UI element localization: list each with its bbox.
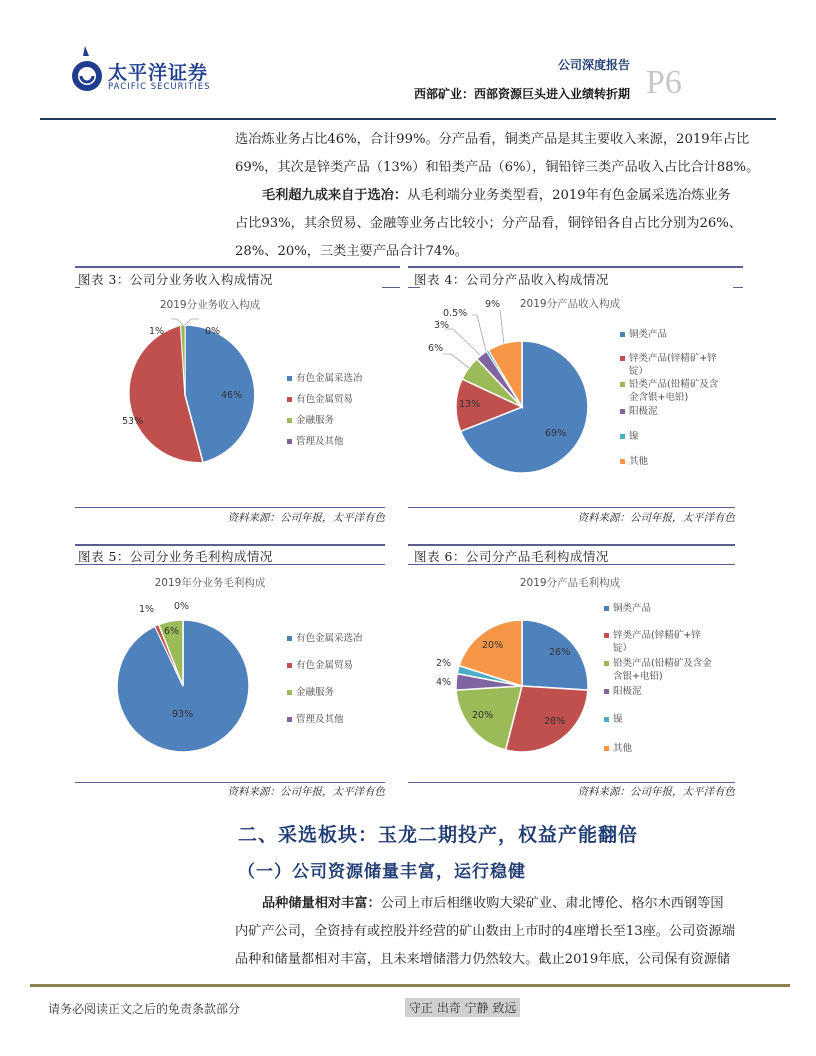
legend-item — [620, 378, 718, 404]
text-line: 28%、20%，三类主要产品合计74%。 — [235, 244, 468, 259]
chart-4-legend — [620, 328, 745, 473]
legend-item — [604, 657, 712, 683]
legend-label: 锭） — [629, 366, 649, 377]
chart-5-pie — [116, 619, 250, 753]
figure-4-title-rule — [733, 287, 743, 288]
chart-4-label-9: 9% — [485, 299, 501, 310]
chart-6-label-4: 4% — [436, 677, 452, 688]
legend-label: 有色金属贸易 — [296, 394, 354, 405]
legend-item — [604, 602, 651, 615]
legend-label: 金融服务 — [296, 415, 335, 426]
chart-3-title: 2019分业务收入构成 — [159, 299, 261, 311]
figure-4-title: 图表 4：公司分产品收入构成情况 — [414, 272, 609, 287]
footer-motto: 守正 出奇 宁静 致远 — [405, 998, 520, 1017]
text-line: 从毛利端分业务类型看，2019年有色金属采选冶炼业务 — [407, 188, 731, 203]
figure-3-title: 图表 3：公司分业务收入构成情况 — [78, 272, 273, 287]
chart-6-label-20-lead: 20% — [472, 710, 494, 721]
text-line: 内矿产公司，全资持有或控股并经营的矿山数由上市时的4座增长至13座。公司资源端 — [235, 924, 735, 939]
legend-swatch — [604, 689, 609, 694]
legend-swatch — [620, 332, 625, 337]
figure-5-title-rule — [75, 564, 385, 565]
chart-3-label-0: 0% — [205, 326, 221, 337]
legend-swatch — [620, 356, 625, 361]
chart-5-title: 2019年分业务毛利构成 — [154, 577, 266, 589]
chart-3-label-1: 1% — [149, 326, 165, 337]
figure-4-top-rule — [408, 266, 743, 268]
legend-swatch — [287, 690, 292, 695]
legend-label: 阳极泥 — [629, 406, 658, 417]
figure-5-top-rule — [75, 544, 385, 546]
legend-swatch — [287, 397, 292, 402]
footer-disclaimer: 请务必阅读正文之后的免责条款部分 — [48, 1002, 241, 1016]
legend-swatch — [620, 409, 625, 414]
legend-item — [287, 393, 353, 406]
report-title: 西部矿业：西部资源巨头进入业绩转折期 — [413, 87, 630, 101]
legend-label: 锌类产品(锌精矿+锌 — [613, 630, 701, 641]
legend-item — [287, 686, 334, 699]
legend-label: 铅类产品(铅精矿及含金 — [613, 658, 712, 669]
intro-paragraph-2-cont — [235, 210, 775, 266]
section-paragraph-cont — [235, 918, 775, 974]
text-line: 69%，其次是锌类产品（13%）和铅类产品（6%），铜铅锌三类产品收入占比合计88%。 — [235, 160, 760, 175]
legend-label: 管理及其他 — [296, 714, 344, 725]
legend-item — [604, 629, 701, 655]
chart-4-title: 2019分产品收入构成 — [519, 298, 621, 310]
chart-6-title: 2019分产品毛利构成 — [519, 577, 621, 589]
legend-swatch — [287, 636, 292, 641]
logo-text-en: PACIFIC SECURITIES — [108, 82, 211, 92]
figure-4-bottom-rule — [408, 507, 735, 508]
figure-3-title-rule — [75, 287, 80, 288]
chart-4-label-13: 13% — [459, 399, 481, 410]
legend-item — [620, 405, 658, 418]
legend-label: 管理及其他 — [296, 436, 344, 447]
figure-6-bottom-rule — [408, 782, 735, 783]
legend-swatch — [287, 717, 292, 722]
legend-swatch — [287, 439, 292, 444]
legend-swatch — [620, 382, 625, 387]
figure-6-source: 资料来源：公司年报，太平洋有色 — [577, 786, 735, 798]
figure-6-top-rule — [408, 544, 735, 546]
chart-6-label-20-other: 20% — [482, 640, 504, 651]
legend-swatch — [604, 746, 609, 751]
figure-3-top-rule — [75, 266, 400, 268]
legend-swatch — [287, 376, 292, 381]
legend-label: 其他 — [629, 456, 649, 467]
chart-3-label-46: 46% — [221, 390, 243, 401]
legend-item — [287, 713, 344, 726]
chart-5-legend — [287, 632, 397, 727]
header-divider — [40, 118, 776, 120]
legend-label: 含银+电铅) — [613, 671, 663, 682]
section-paragraph — [262, 890, 777, 918]
legend-item — [620, 430, 639, 443]
chart-4-label-69: 69% — [545, 428, 567, 439]
figure-5-source: 资料来源：公司年报，太平洋有色 — [227, 786, 385, 798]
figure-3-source: 资料来源：公司年报，太平洋有色 — [227, 512, 385, 524]
legend-item — [604, 742, 632, 755]
paragraph-lead: 品种储量相对丰富： — [262, 896, 381, 911]
figure-5-bottom-rule — [75, 782, 385, 783]
logo-text-cn: 太平洋证券 — [108, 62, 209, 84]
legend-item — [287, 632, 363, 645]
legend-item — [620, 455, 648, 468]
legend-swatch — [287, 418, 292, 423]
figure-3-title-rule — [382, 287, 400, 288]
text-line: 品种和储量都相对丰富，且未来增储潜力仍然较大。截止2019年底，公司保有资源储 — [235, 952, 731, 967]
legend-item — [287, 659, 353, 672]
chart-6-legend — [604, 602, 739, 762]
chart-4-label-3: 3% — [434, 320, 450, 331]
legend-label: 其他 — [613, 743, 633, 754]
legend-label: 铅类产品(铅精矿及含 — [629, 379, 719, 390]
legend-label: 镍 — [613, 714, 623, 725]
legend-label: 铜类产品 — [629, 329, 668, 340]
chart-5-label-0: 0% — [174, 601, 190, 612]
legend-label: 有色金属贸易 — [296, 660, 354, 671]
legend-swatch — [604, 633, 609, 638]
footer-divider — [30, 984, 790, 987]
figure-5-title: 图表 5：公司分业务毛利构成情况 — [78, 549, 273, 564]
legend-label: 有色金属采选冶 — [296, 373, 363, 384]
legend-swatch — [604, 661, 609, 666]
section-heading: 二、采选板块：玉龙二期投产，权益产能翻倍 — [238, 824, 639, 846]
figure-3-bottom-rule — [75, 507, 385, 508]
chart-4-label-0-5: 0.5% — [443, 308, 468, 319]
figure-4-source: 资料来源：公司年报，太平洋有色 — [577, 512, 735, 524]
legend-item — [620, 352, 717, 378]
legend-label: 镍 — [629, 431, 639, 442]
legend-label: 阳极泥 — [613, 686, 642, 697]
text-line: 选冶炼业务占比46%，合计99%。分产品看，铜类产品是其主要收入来源，2019年占比 — [235, 132, 750, 147]
logo-emblem-icon — [55, 42, 115, 104]
chart-5-label-1: 1% — [139, 604, 155, 615]
chart-5-label-6: 6% — [164, 626, 180, 637]
text-line: 公司上市后相继收购大梁矿业、肃北博伦、格尔木西钢等国 — [380, 896, 724, 911]
legend-item — [620, 328, 667, 341]
legend-swatch — [620, 459, 625, 464]
chart-4-label-6: 6% — [428, 343, 444, 354]
legend-swatch — [287, 663, 292, 668]
figure-6-title: 图表 6：公司分产品毛利构成情况 — [414, 549, 609, 564]
intro-paragraph-2 — [262, 182, 777, 210]
figure-4-title-rule — [408, 287, 420, 288]
legend-label: 金含银+电铅) — [629, 392, 689, 403]
legend-item — [287, 435, 344, 448]
legend-item — [604, 685, 642, 698]
text-line: 占比93%，其余贸易、金融等业务占比较小；分产品看，铜锌铅各自占比分别为26%、 — [235, 216, 742, 231]
intro-paragraph-1 — [235, 126, 775, 182]
report-type: 公司深度报告 — [557, 58, 630, 72]
legend-label: 铜类产品 — [613, 603, 652, 614]
legend-label: 锌类产品(锌精矿+锌 — [629, 353, 717, 364]
legend-swatch — [604, 717, 609, 722]
legend-swatch — [620, 434, 625, 439]
legend-label: 金融服务 — [296, 687, 335, 698]
legend-item — [604, 713, 623, 726]
page-number: P6 — [646, 64, 682, 101]
chart-3-label-53: 53% — [122, 416, 144, 427]
paragraph-lead: 毛利超九成来自于选冶： — [262, 188, 408, 203]
chart-6-label-2: 2% — [436, 658, 452, 669]
figure-6-title-rule — [408, 564, 735, 565]
legend-swatch — [604, 606, 609, 611]
chart-6-label-28: 28% — [544, 716, 566, 727]
legend-label: 锭） — [613, 643, 633, 654]
legend-item — [287, 372, 363, 385]
chart-3-legend — [287, 372, 397, 452]
chart-6-pie — [455, 619, 589, 753]
chart-6-label-26: 26% — [549, 647, 571, 658]
legend-item — [287, 414, 334, 427]
legend-label: 有色金属采选冶 — [296, 633, 363, 644]
chart-5-label-93: 93% — [172, 709, 194, 720]
subsection-heading: （一）公司资源储量丰富，运行稳健 — [238, 862, 526, 882]
